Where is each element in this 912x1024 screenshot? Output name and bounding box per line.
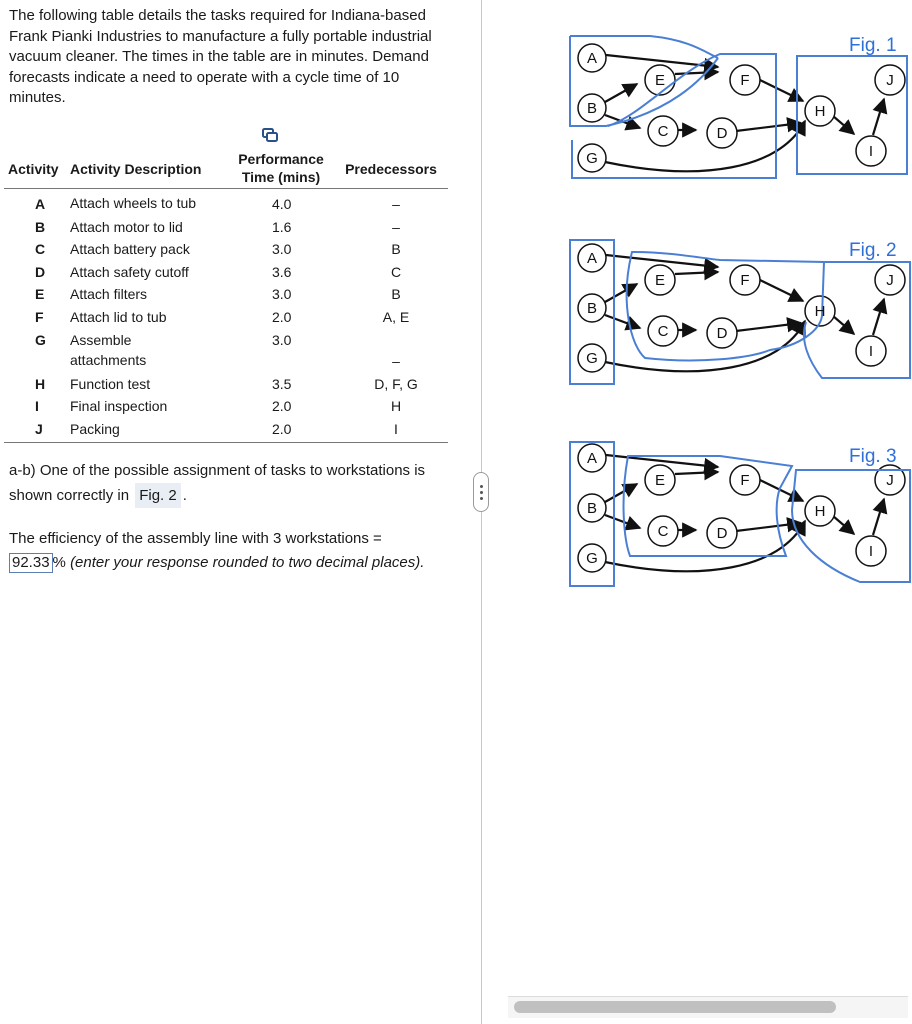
node-label: J: [886, 472, 894, 489]
activity-description: Packing: [70, 418, 228, 443]
activity-description: Attach battery pack: [70, 241, 190, 258]
horizontal-scrollbar-thumb[interactable]: [514, 1001, 836, 1013]
activity-predecessors: –: [392, 218, 400, 235]
activity-id: C: [35, 241, 46, 258]
task-table: [4, 150, 448, 443]
table-row: [4, 329, 448, 373]
node-label: C: [657, 323, 669, 340]
activity-time: 3.0: [272, 331, 292, 348]
node-label: I: [868, 143, 874, 160]
efficiency-unit: %: [52, 554, 66, 571]
figure-1-title: Fig. 1: [849, 35, 897, 56]
node-label: B: [586, 500, 598, 517]
header-time: Performance Time (mins): [228, 150, 334, 189]
node-label: E: [654, 272, 666, 289]
table-row: [4, 373, 448, 396]
efficiency-hint: (enter your response rounded to two decimal places).: [70, 554, 425, 571]
figure-2-title: Fig. 2: [849, 240, 897, 261]
activity-time: 3.0: [272, 286, 292, 303]
node-label: A: [586, 450, 598, 467]
activity-id: H: [35, 375, 46, 392]
problem-statement: The following table details the tasks required for Indiana-based Frank Pianki Industries to manufacture a fully portable industrial vacuum cleaner. The times in the table are in minutes. Demand forecasts indicate a need to operate with a cycle time of 10 minutes.: [9, 7, 432, 106]
node-label: E: [654, 472, 666, 489]
header-description: Activity Description: [70, 150, 228, 189]
node-label: B: [586, 300, 598, 317]
node-label: C: [657, 523, 669, 540]
node-label: H: [814, 303, 826, 320]
node-label: G: [586, 150, 598, 167]
table-row: [4, 395, 448, 418]
efficiency-answer-input[interactable]: 92.33: [9, 553, 53, 573]
activity-id: A: [35, 196, 46, 212]
table-row: [4, 283, 448, 306]
efficiency-label: The efficiency of the assembly line with 3 workstations =: [9, 530, 382, 547]
copy-table-icon[interactable]: [262, 128, 278, 142]
activity-id: E: [35, 286, 45, 303]
node-label: C: [657, 123, 669, 140]
node-label: G: [586, 550, 598, 567]
pane-resize-handle[interactable]: [473, 472, 489, 512]
table-row: [4, 261, 448, 284]
activity-predecessors: H: [390, 398, 402, 415]
node-label: J: [886, 272, 894, 289]
activity-predecessors: B: [391, 286, 401, 303]
activity-id: D: [35, 263, 46, 280]
header-predecessors: Predecessors: [334, 150, 448, 189]
handle-dot: [480, 497, 483, 500]
table-row: [4, 189, 448, 216]
efficiency-question: [9, 527, 449, 575]
activity-description: Attach lid to tub: [70, 308, 167, 325]
activity-time: 2.0: [272, 308, 292, 325]
activity-time: 3.0: [272, 241, 292, 258]
node-label: I: [868, 343, 874, 360]
node-label: F: [740, 72, 750, 89]
node-label: A: [586, 250, 598, 267]
question-ab: [9, 458, 459, 508]
activity-description: Attach filters: [70, 286, 148, 303]
node-label: H: [814, 503, 826, 520]
activity-description: Attach wheels to tub: [70, 195, 197, 211]
node-label: F: [740, 272, 750, 289]
node-label: G: [586, 350, 598, 367]
node-label: I: [868, 543, 874, 560]
figures-pane: [560, 0, 912, 620]
activity-description: Attach motor to lid: [70, 218, 183, 235]
node-label: B: [586, 100, 598, 117]
table-row: [4, 238, 448, 261]
activity-predecessors: B: [391, 241, 401, 258]
activity-time: 1.6: [272, 218, 292, 235]
node-label: D: [716, 325, 728, 342]
activity-id: G: [35, 331, 46, 348]
activity-description: Attach safety cutoff: [70, 263, 189, 280]
activity-predecessors: –: [392, 196, 400, 212]
activity-id: I: [35, 398, 39, 415]
figure-3-title: Fig. 3: [849, 446, 897, 467]
activity-time: 2.0: [228, 418, 334, 443]
activity-predecessors: I: [334, 418, 448, 443]
node-label: D: [716, 125, 728, 142]
node-label: A: [586, 50, 598, 67]
activity-time: 4.0: [272, 196, 292, 212]
node-label: D: [716, 525, 728, 542]
figure-2: [570, 240, 910, 384]
node-label: H: [814, 103, 826, 120]
handle-dot: [480, 485, 483, 488]
activity-predecessors: D, F, G: [374, 375, 418, 392]
activity-id: B: [35, 218, 46, 235]
activity-time: 2.0: [272, 398, 292, 415]
activity-time: 3.6: [272, 263, 292, 280]
question-suffix: .: [182, 487, 187, 504]
activity-description: Final inspection: [70, 398, 168, 415]
node-label: F: [740, 472, 750, 489]
node-label: J: [886, 72, 894, 89]
table-row: [4, 418, 448, 443]
activity-id: J: [4, 418, 70, 443]
handle-dot: [480, 491, 483, 494]
activity-predecessors: A, E: [382, 308, 410, 325]
figure-selection[interactable]: Fig. 2: [135, 483, 181, 508]
node-label: E: [654, 72, 666, 89]
question-text: a-b) One of the possible assignment of tasks to workstations is shown correctly in: [9, 462, 426, 504]
pane-divider: [481, 0, 482, 1024]
header-activity: Activity: [4, 150, 70, 189]
table-row: [4, 216, 448, 239]
figure-1: [570, 36, 907, 178]
activity-predecessors: C: [390, 263, 402, 280]
table-row: [4, 306, 448, 329]
activity-id: F: [35, 308, 44, 325]
activity-description: Function test: [70, 375, 151, 392]
figures-svg: [560, 0, 912, 620]
activity-time: 3.5: [272, 375, 292, 392]
activity-description: Assemble attachments: [70, 331, 147, 368]
activity-predecessors: –: [392, 352, 400, 369]
